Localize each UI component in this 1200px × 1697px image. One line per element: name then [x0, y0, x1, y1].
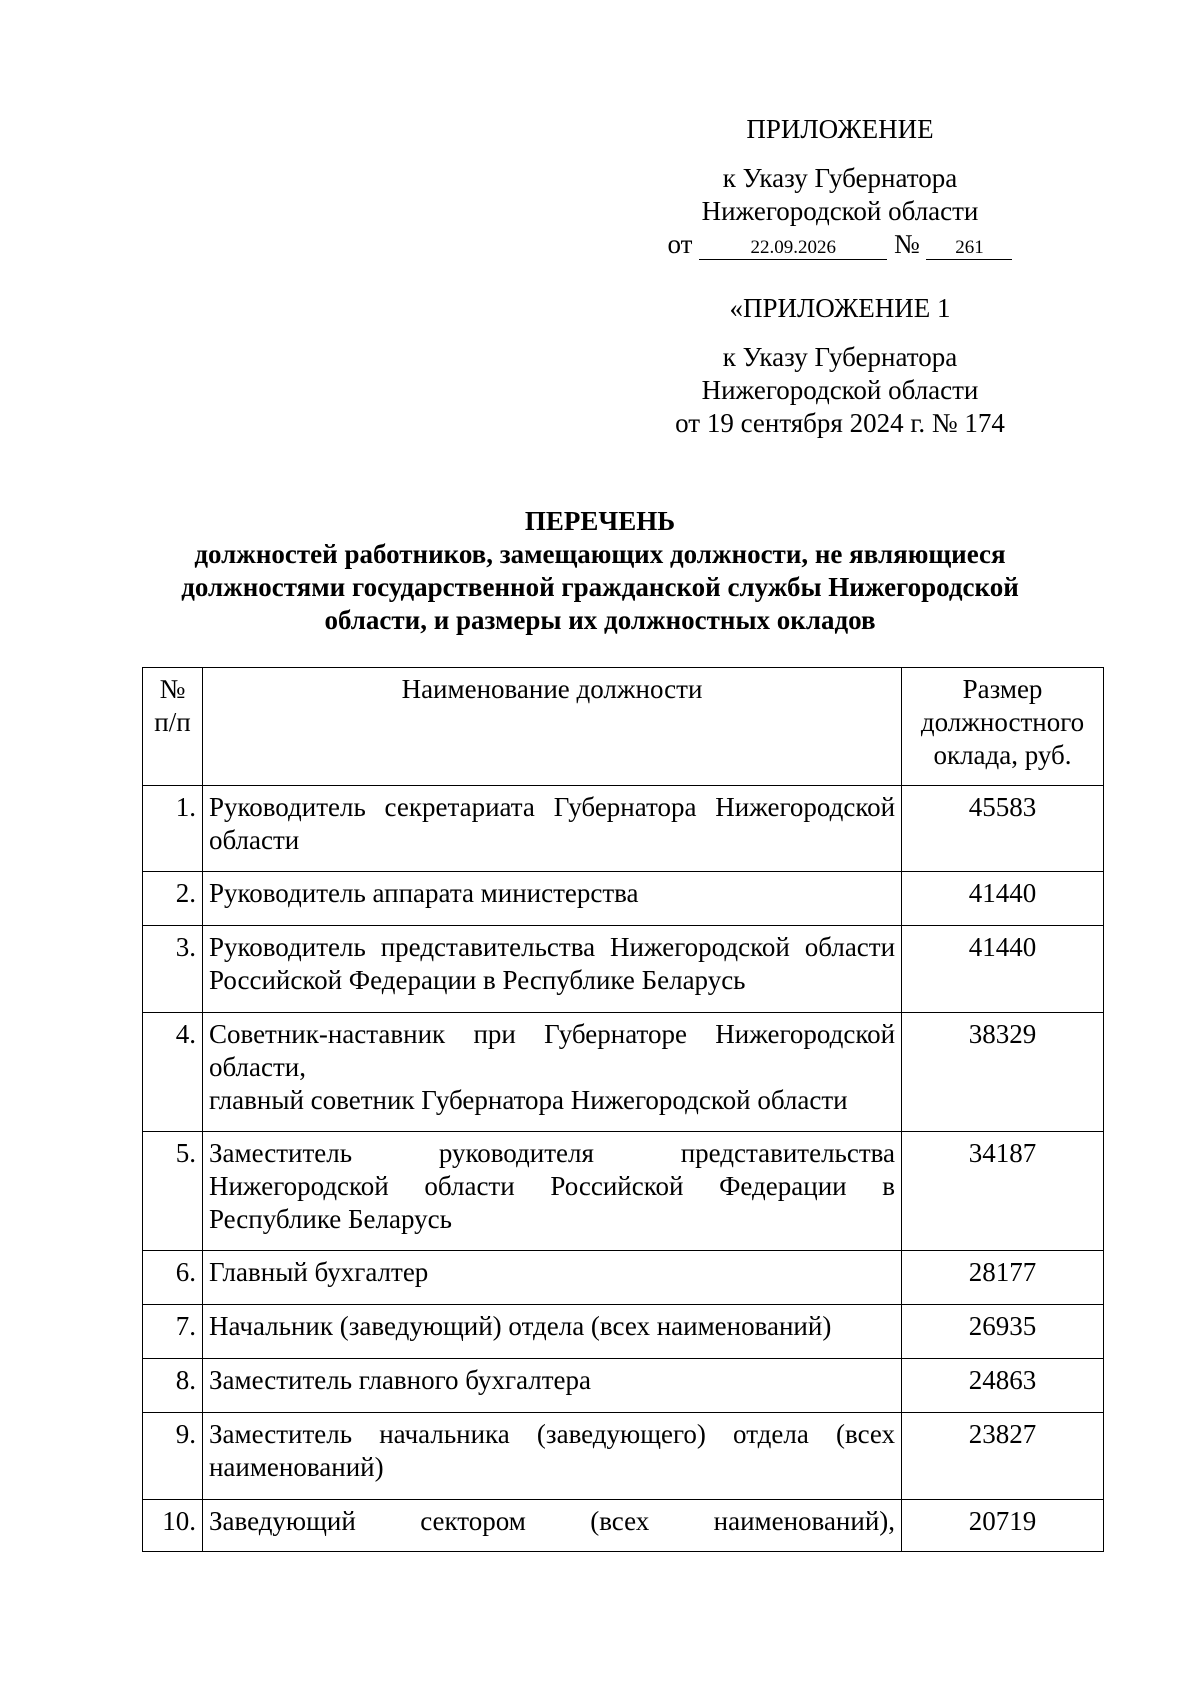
title-line-3: области, и размеры их должностных окладов: [324, 605, 876, 635]
row-salary: 24863: [902, 1359, 1104, 1413]
decree-date: 22.09.2026: [699, 237, 887, 260]
row-number: 9.: [143, 1413, 203, 1500]
row-position-name: Заведующий сектором (всех наименований),: [202, 1500, 901, 1552]
title-line-1: должностей работников, замещающих должности, не являющиеся: [194, 539, 1006, 569]
row-number: 4.: [143, 1013, 203, 1132]
decree-number: 261: [926, 237, 1012, 260]
title-heading: ПЕРЕЧЕНЬ: [524, 506, 676, 536]
table-row: [143, 1132, 1104, 1251]
table-row: [143, 1413, 1104, 1500]
title-line-2: должностями государственной гражданской службы Нижегородской: [181, 572, 1019, 602]
table-row: [143, 872, 1104, 926]
table-row: [143, 1251, 1104, 1305]
table-row: [143, 1500, 1104, 1552]
row-position-name-line-2: главный советник Губернатора Нижегородской области: [208, 1085, 848, 1115]
table-row: [143, 786, 1104, 872]
row-position-name: [202, 1013, 901, 1132]
row-position-name: Руководитель секретариата Губернатора Нижегородской области: [202, 786, 901, 872]
row-salary: 38329: [902, 1013, 1104, 1132]
row-salary: 20719: [902, 1500, 1104, 1552]
row-salary: 23827: [902, 1413, 1104, 1500]
row-salary: 34187: [902, 1132, 1104, 1251]
row-position-name-line-1: Советник-наставник при Губернаторе Нижегородской области,: [208, 1019, 896, 1082]
appendix-region-line: Нижегородской области: [701, 196, 979, 226]
row-number: 1.: [143, 786, 203, 872]
row-salary: 28177: [902, 1251, 1104, 1305]
appendix-decree-line: к Указу Губернатора: [722, 163, 958, 193]
header-salary: Размер должностного оклада, руб.: [902, 668, 1104, 786]
table-row: [143, 1305, 1104, 1359]
from-label: от: [667, 229, 693, 259]
row-number: 8.: [143, 1359, 203, 1413]
row-position-name: Начальник (заведующий) отдела (всех наименований): [202, 1305, 901, 1359]
original-appendix-title: «ПРИЛОЖЕНИЕ 1: [729, 293, 951, 323]
document-title: [130, 505, 1070, 637]
table-row: [143, 926, 1104, 1013]
row-salary: 41440: [902, 872, 1104, 926]
row-position-name: Заместитель главного бухгалтера: [202, 1359, 901, 1413]
appendix-header: [640, 113, 1040, 261]
original-appendix-header: [640, 292, 1040, 440]
appendix-title: ПРИЛОЖЕНИЕ: [746, 114, 934, 144]
row-number: 6.: [143, 1251, 203, 1305]
original-date-line: от 19 сентября 2024 г. № 174: [675, 408, 1005, 438]
row-salary: 41440: [902, 926, 1104, 1013]
row-position-name: Руководитель аппарата министерства: [202, 872, 901, 926]
positions-table: [142, 667, 1104, 1552]
row-number: 2.: [143, 872, 203, 926]
row-salary: 45583: [902, 786, 1104, 872]
header-number: № п/п: [143, 668, 203, 786]
row-position-name: Руководитель представительства Нижегородской области Российской Федерации в Республике Беларусь: [202, 926, 901, 1013]
row-position-name: Заместитель руководителя представительства Нижегородской области Российской Федерации в Республике Беларусь: [202, 1132, 901, 1251]
original-decree-line: к Указу Губернатора: [722, 342, 958, 372]
table-row: [143, 1359, 1104, 1413]
row-number: 10.: [143, 1500, 203, 1552]
original-region-line: Нижегородской области: [701, 375, 979, 405]
row-position-name: Заместитель начальника (заведующего) отдела (всех наименований): [202, 1413, 901, 1500]
row-number: 5.: [143, 1132, 203, 1251]
appendix-date-number-line: [640, 228, 1040, 261]
row-position-name: Главный бухгалтер: [202, 1251, 901, 1305]
row-number: 3.: [143, 926, 203, 1013]
row-salary: 26935: [902, 1305, 1104, 1359]
number-label: №: [893, 229, 920, 259]
header-position-name: Наименование должности: [202, 668, 901, 786]
table-row: [143, 1013, 1104, 1132]
table-header-row: [143, 668, 1104, 786]
row-number: 7.: [143, 1305, 203, 1359]
